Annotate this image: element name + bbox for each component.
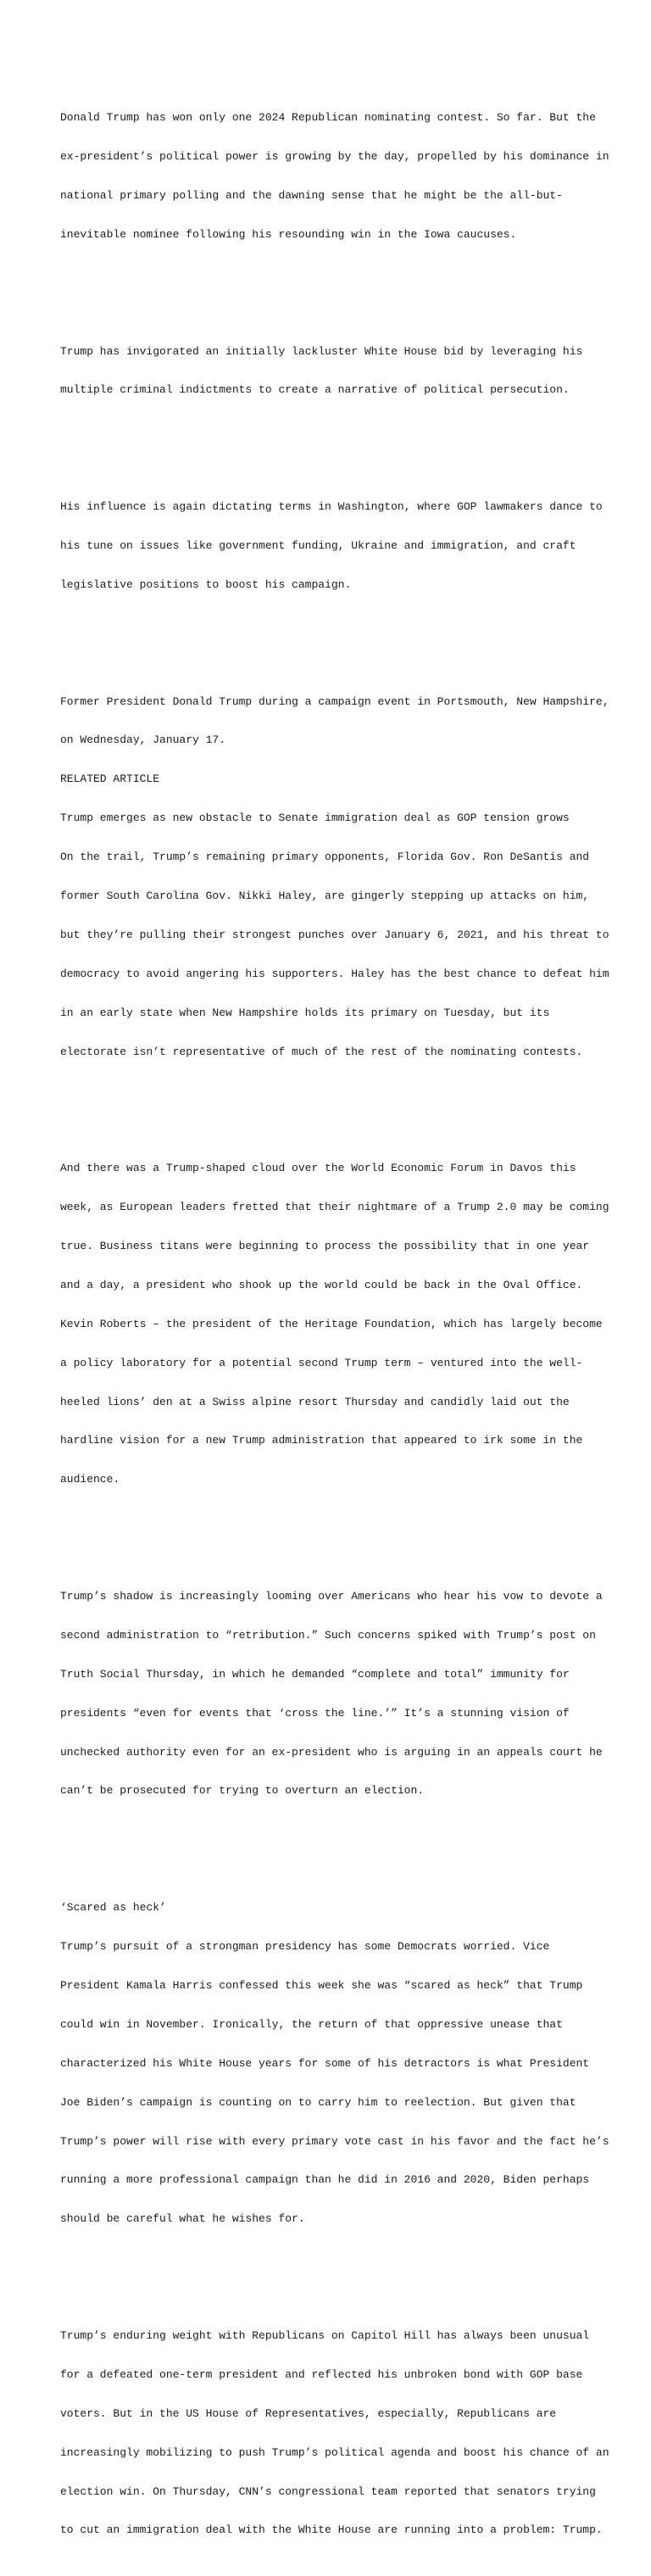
- text-line: electorate isn’t representative of much of the rest of the nominating contests.: [60, 1045, 583, 1058]
- related-article-link[interactable]: Trump emerges as new obstacle to Senate immigration deal as GOP tension grows: [60, 811, 570, 825]
- text-line: Trump’s enduring weight with Republicans on Capitol Hill has always been unusual: [60, 2328, 590, 2342]
- text-line: Truth Social Thursday, in which he demanded “complete and total” immunity for: [60, 1667, 570, 1681]
- text-line: in an early state when New Hampshire holds its primary on Tuesday, but its: [60, 1006, 550, 1019]
- text-line: should be careful what he wishes for.: [60, 2212, 305, 2226]
- text-line: for a defeated one-term president and reflected his unbroken bond with GOP base: [60, 2367, 583, 2381]
- text-line: presidents “even for events that ‘cross the line.’” It’s a stunning vision of: [60, 1706, 570, 1720]
- text-line: former South Carolina Gov. Nikki Haley, are gingerly stepping up attacks on him,: [60, 889, 590, 902]
- paragraph-2: [60, 319, 603, 422]
- text-line: week, as European leaders fretted that their nightmare of a Trump 2.0 may be coming: [60, 1201, 609, 1214]
- text-line: ex-president’s political power is growing by the day, propelled by his dominance in: [60, 150, 609, 164]
- paragraph-6: [60, 1564, 603, 1823]
- text-line: but they’re pulling their strongest punches over January 6, 2021, and his threat to: [60, 928, 609, 941]
- text-line: Trump’s pursuit of a strongman presidency has some Democrats worried. Vice: [60, 1940, 550, 1954]
- text-line: democracy to avoid angering his supporters. Haley has the best chance to defeat him: [60, 967, 609, 980]
- text-line: legislative positions to boost his campaign.: [60, 577, 352, 591]
- related-article-label: RELATED ARTICLE: [60, 772, 160, 786]
- photo-caption-line: on Wednesday, January 17.: [60, 733, 226, 747]
- text-line: second administration to “retribution.” Such concerns spiked with Trump’s post on: [60, 1628, 596, 1642]
- text-line: increasingly mobilizing to push Trump’s political agenda and boost his chance of an: [60, 2445, 609, 2459]
- text-line: his tune on issues like government funding, Ukraine and immigration, and craft: [60, 538, 576, 552]
- text-line: could win in November. Ironically, the return of that oppressive unease that: [60, 2017, 563, 2031]
- text-line: Trump has invigorated an initially lackluster White House bid by leveraging his: [60, 344, 583, 358]
- text-line: to cut an immigration deal with the White House are running into a problem: Trump.: [60, 2523, 603, 2537]
- text-line: characterized his White House years for some of his detractors is what President: [60, 2056, 590, 2070]
- text-line: a policy laboratory for a potential second Trump term – ventured into the well-: [60, 1356, 583, 1369]
- document-page: [60, 59, 609, 2576]
- section-heading: ‘Scared as heck’: [60, 1901, 166, 1915]
- paragraph-5: [60, 1136, 609, 1513]
- text-line: audience.: [60, 1473, 120, 1486]
- text-line: true. Business titans were beginning to process the possibility that in one year: [60, 1240, 590, 1253]
- text-line: Donald Trump has won only one 2024 Republican nominating contest. So far. But the: [60, 111, 596, 125]
- text-line: heeled lions’ den at a Swiss alpine resort Thursday and candidly laid out the: [60, 1395, 570, 1408]
- text-line: unchecked authority even for an ex-president who is arguing in an appeals court he: [60, 1745, 603, 1759]
- text-line: And there was a Trump-shaped cloud over the World Economic Forum in Davos this: [60, 1162, 576, 1175]
- paragraph-4: [60, 669, 609, 1084]
- text-line: Kevin Roberts – the president of the Heritage Foundation, which has largely become: [60, 1317, 603, 1330]
- text-line: Trump’s shadow is increasingly looming over Americans who hear his vow to devote a: [60, 1590, 603, 1603]
- text-line: multiple criminal indictments to create a narrative of political persecution.: [60, 383, 570, 397]
- text-line: election win. On Thursday, CNN’s congressional team reported that senators trying: [60, 2484, 596, 2498]
- text-line: can’t be prosecuted for trying to overturn an election.: [60, 1784, 425, 1798]
- text-line: voters. But in the US House of Representatives, especially, Republicans are: [60, 2406, 557, 2420]
- text-line: Trump’s power will rise with every primary vote cast in his favor and the fact he’s: [60, 2134, 609, 2148]
- text-line: President Kamala Harris confessed this week she was “scared as heck” that Trump: [60, 1978, 583, 1992]
- text-line: On the trail, Trump’s remaining primary opponents, Florida Gov. Ron DeSantis and: [60, 850, 590, 864]
- text-line: His influence is again dictating terms in Washington, where GOP lawmakers dance to: [60, 500, 603, 514]
- text-line: national primary polling and the dawning sense that he might be the all-but-: [60, 188, 563, 202]
- text-line: running a more professional campaign than he did in 2016 and 2020, Biden perhaps: [60, 2173, 590, 2187]
- text-line: hardline vision for a new Trump administration that appeared to irk some in the: [60, 1434, 583, 1447]
- paragraph-7: [60, 1876, 609, 2252]
- photo-caption-line: Former President Donald Trump during a campaign event in Portsmouth, New Hampshire,: [60, 694, 609, 708]
- text-line: Joe Biden’s campaign is counting on to carry him to reelection. But given that: [60, 2095, 576, 2109]
- paragraph-1: [60, 86, 609, 267]
- paragraph-8: [60, 2303, 609, 2562]
- text-line: and a day, a president who shook up the world could be back in the Oval Office.: [60, 1278, 583, 1291]
- paragraph-3: [60, 475, 603, 617]
- text-line: inevitable nominee following his resounding win in the Iowa caucuses.: [60, 227, 517, 241]
